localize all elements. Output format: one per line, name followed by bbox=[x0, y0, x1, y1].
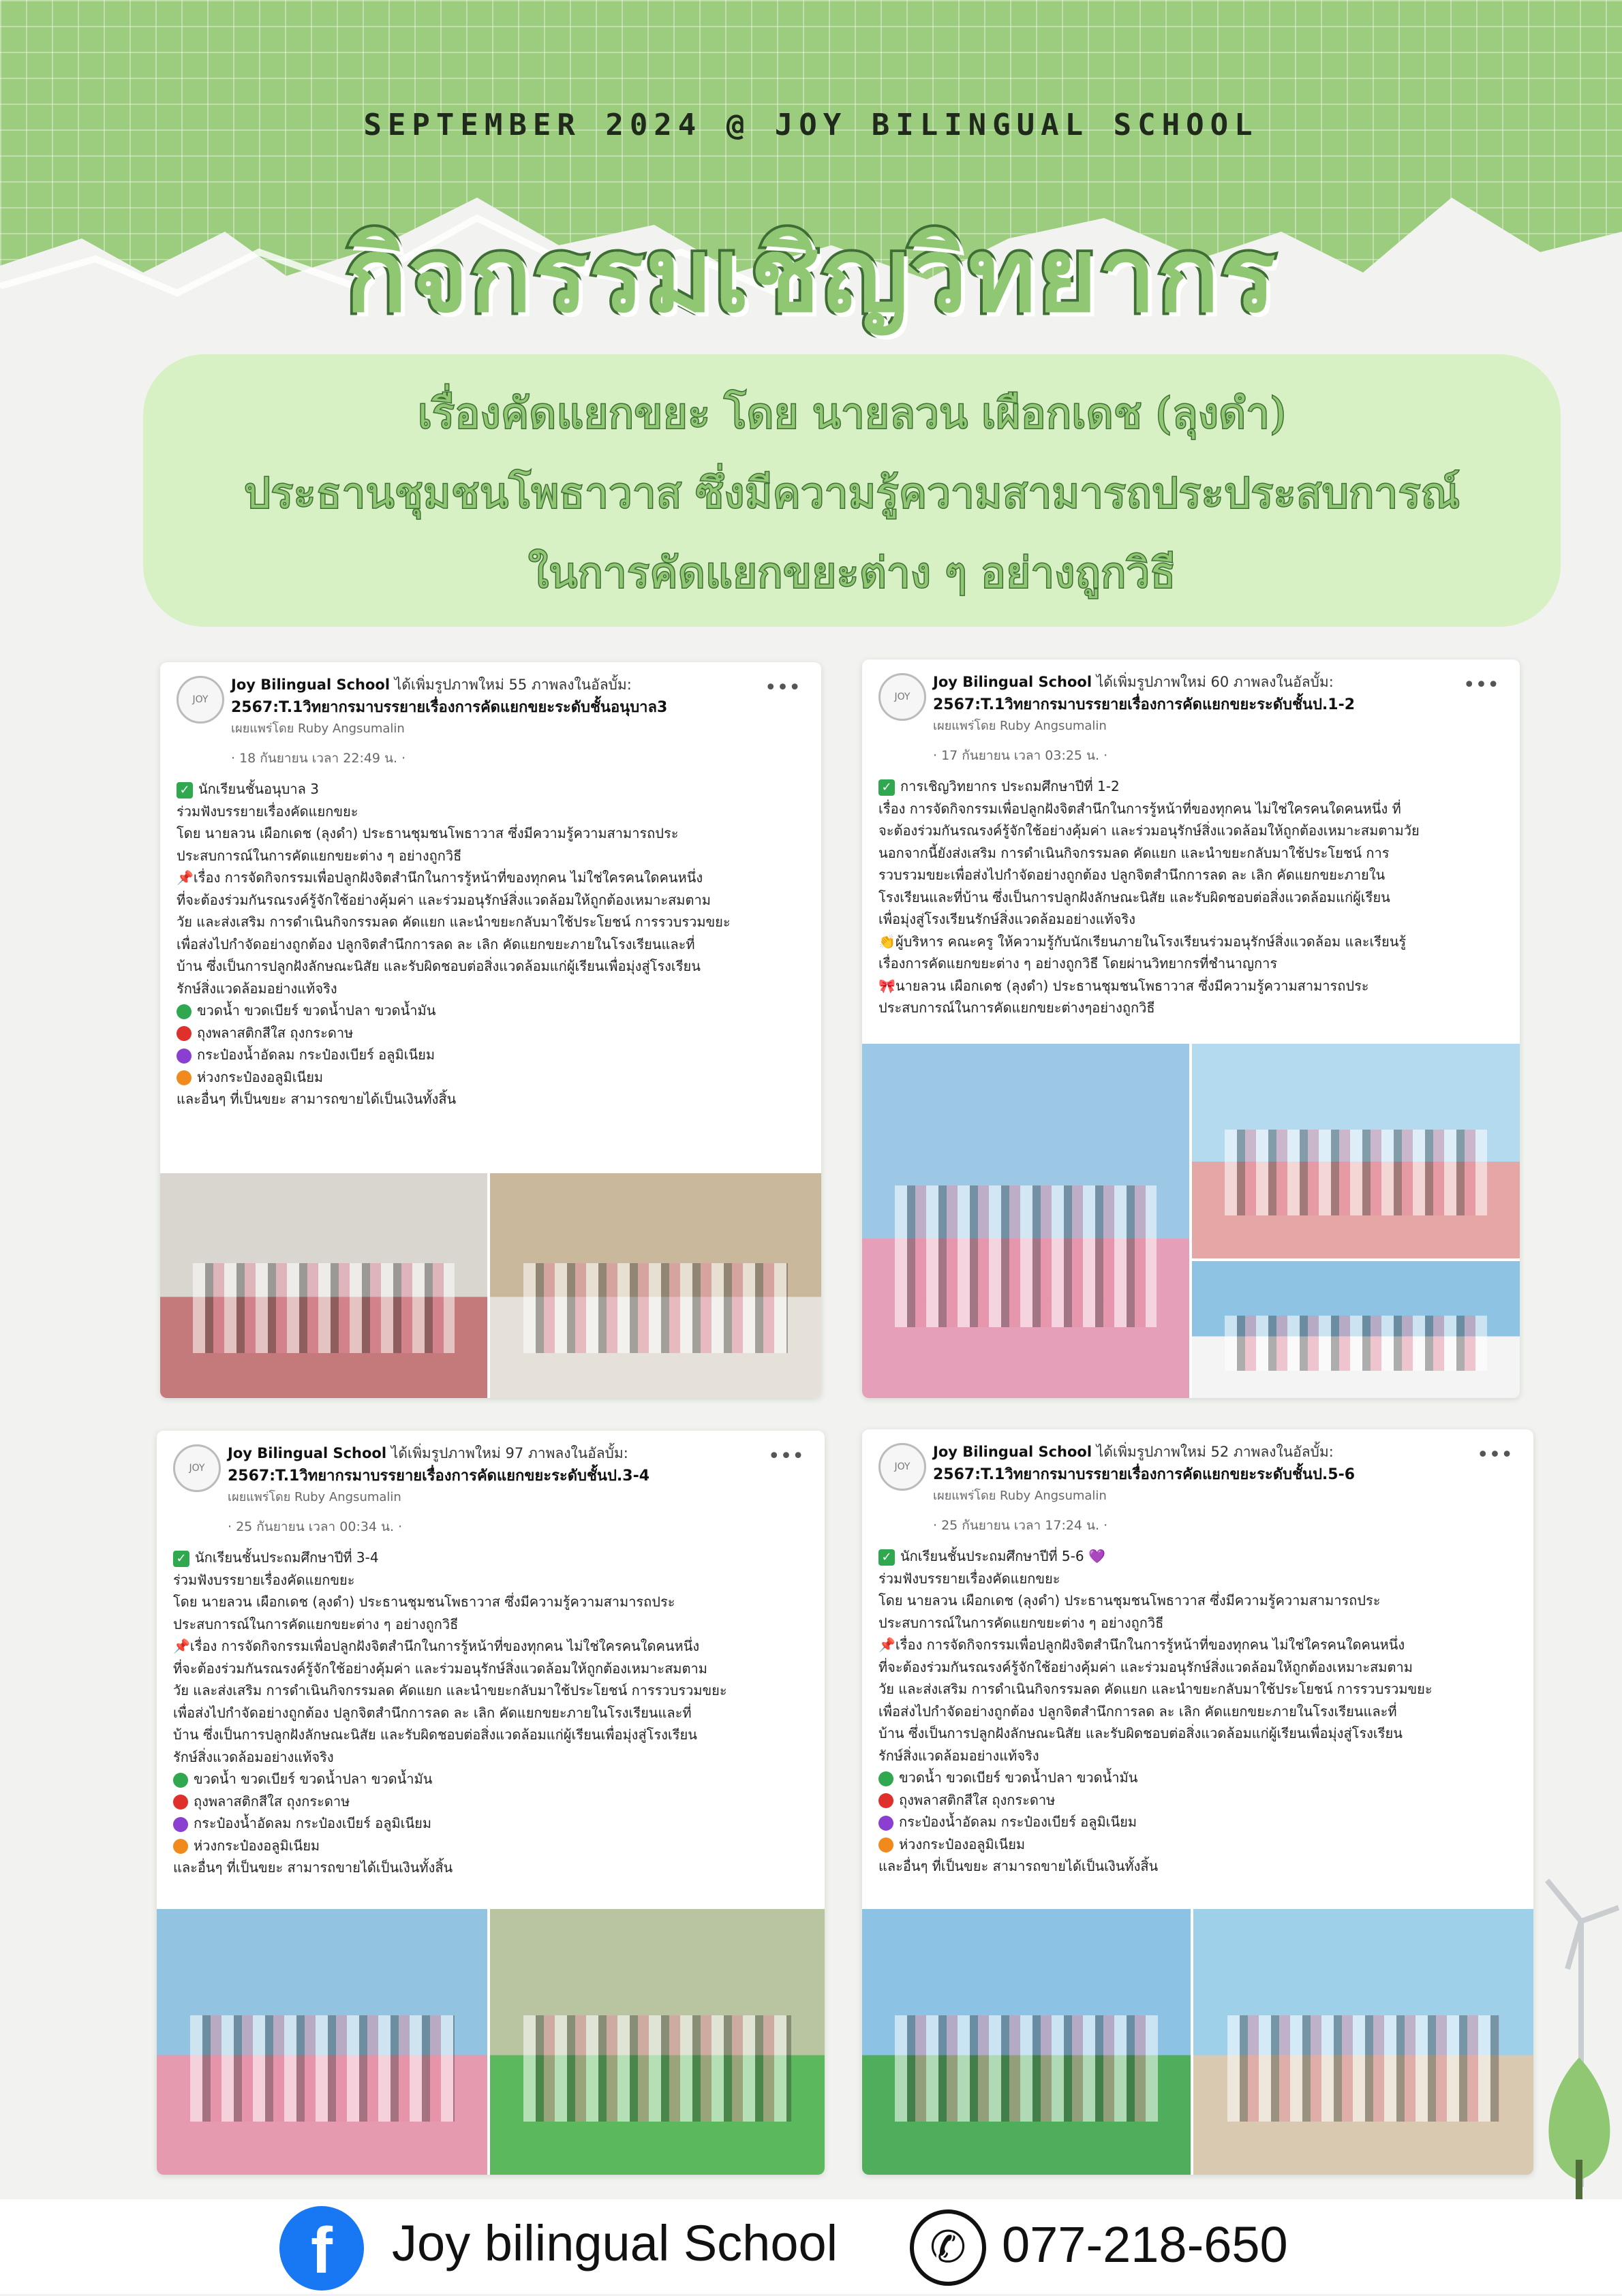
color-dot-icon bbox=[173, 1817, 188, 1832]
post-text-line-content: นักเรียนชั้นอนุบาล 3 bbox=[198, 781, 319, 797]
recyclable-item bbox=[173, 1812, 808, 1835]
album-name-link[interactable]: 2567:T.1วิทยากรมาบรรยายเรื่องการคัดแยกขยะระดับชั้นป.1-2 bbox=[933, 696, 1356, 713]
page-name-link[interactable]: Joy Bilingual School bbox=[231, 677, 391, 693]
post-text-line bbox=[173, 1679, 808, 1702]
recyclable-item-label: ถุงพลาสติกสีใส ถุงกระดาษ bbox=[194, 1793, 350, 1810]
subtitle-line-1: เรื่องคัดแยกขยะ โดย นายลวน เผือกเดช (ลุงดำ) bbox=[417, 388, 1287, 438]
post-author-line bbox=[228, 1443, 773, 1463]
album-photo[interactable] bbox=[862, 1909, 1191, 2175]
color-dot-icon bbox=[878, 1793, 893, 1808]
phone-icon: ✆ bbox=[910, 2209, 986, 2286]
published-by: เผยแพร่โดย Ruby Angsumalin bbox=[933, 1489, 1107, 1503]
more-options-icon[interactable]: ••• bbox=[764, 676, 801, 700]
post-text-line-content: เรื่อง การจัดกิจกรรมเพื่อปลูกฝังจิตสำนึกในการรู้หน้าที่ของทุกคน ไม่ใช่ใครคนใดคนหนึ่ง ที่ bbox=[878, 800, 1401, 817]
post-text-line bbox=[878, 775, 1503, 798]
post-text-line-content: ที่จะต้องร่วมกันรณรงค์รู้จักใช้อย่างคุ้มค่า และร่วมอนุรักษ์สิ่งแวดล้อมให้ถูกต้องเหมาะสมตาม bbox=[177, 891, 711, 908]
post-text-line bbox=[878, 1701, 1517, 1723]
subtitle-box bbox=[143, 354, 1561, 627]
post-text-line bbox=[173, 1635, 808, 1658]
album-photo[interactable] bbox=[160, 1173, 487, 1398]
post-text-line bbox=[878, 908, 1503, 931]
post-text-line bbox=[173, 1702, 808, 1724]
post-text-line-content: วัย และส่งเสริม การดำเนินกิจกรรมลด คัดแยก และนำขยะกลับมาใช้ประโยชน์ การรวบรวมขยะ bbox=[878, 1681, 1433, 1697]
post-text-line bbox=[177, 778, 805, 801]
album-photo[interactable] bbox=[862, 1044, 1189, 1398]
post-text-line bbox=[878, 1678, 1517, 1701]
post-text-line-content: วัย และส่งเสริม การดำเนินกิจกรรมลด คัดแยก และนำขยะกลับมาใช้ประโยชน์ การรวบรวมขยะ bbox=[177, 914, 731, 930]
post-text bbox=[160, 778, 821, 1111]
post-date[interactable]: · 17 กันยายน เวลา 03:25 น. · bbox=[933, 748, 1108, 763]
post-text-line-content: รักษ์สิ่งแวดล้อมอย่างแท้จริง bbox=[177, 980, 337, 997]
post-header bbox=[862, 1429, 1533, 1545]
post-text-line-content: เพื่อส่งไปกำจัดอย่างถูกต้อง ปลูกจิตสำนึกการลด ละ เลิก คัดแยกขยะภายในโรงเรียนและที่ bbox=[173, 1704, 692, 1721]
post-text-tail: และอื่นๆ ที่เป็นขยะ สามารถขายได้เป็นเงินทั้งสิ้น bbox=[177, 1091, 457, 1107]
recyclable-item bbox=[173, 1835, 808, 1857]
post-author-line bbox=[933, 672, 1478, 692]
post-text-line bbox=[173, 1591, 808, 1613]
recyclable-item-label: ห่วงกระป๋องอลูมิเนียม bbox=[194, 1837, 320, 1854]
recyclable-item-label: ถุงพลาสติกสีใส ถุงกระดาษ bbox=[197, 1024, 354, 1041]
post-text-line bbox=[878, 1745, 1517, 1767]
post-text-line-content: วัย และส่งเสริม การดำเนินกิจกรรมลด คัดแยก และนำขยะกลับมาใช้ประโยชน์ การรวบรวมขยะ bbox=[173, 1682, 727, 1698]
color-dot-icon bbox=[878, 1771, 893, 1786]
post-text-tail: และอื่นๆ ที่เป็นขยะ สามารถขายได้เป็นเงินทั้งสิ้น bbox=[878, 1858, 1159, 1874]
facebook-post-grade-3-4 bbox=[157, 1431, 825, 2175]
published-by: เผยแพร่โดย Ruby Angsumalin bbox=[933, 719, 1107, 733]
color-dot-icon bbox=[177, 1004, 192, 1019]
post-text-line-content: ประสบการณ์ในการคัดแยกขยะต่าง ๆ อย่างถูกวิธี bbox=[878, 1614, 1164, 1631]
facebook-icon[interactable]: f bbox=[279, 2206, 364, 2291]
recyclable-item bbox=[177, 1022, 805, 1044]
post-text-line-content: โดย นายลวน เผือกเดช (ลุงดำ) ประธานชุมชนโพธาวาส ซึ่งมีความรู้ความสามารถประ bbox=[177, 825, 679, 841]
post-date[interactable]: · 25 กันยายน เวลา 00:34 น. · bbox=[228, 1519, 403, 1534]
published-by: เผยแพร่โดย Ruby Angsumalin bbox=[231, 722, 405, 736]
color-dot-icon bbox=[177, 1049, 192, 1064]
post-text-line bbox=[878, 886, 1503, 909]
recyclable-item bbox=[177, 1044, 805, 1066]
photo-grid bbox=[862, 1909, 1533, 2175]
post-text-line bbox=[177, 867, 805, 889]
recyclable-item-label: ขวดน้ำ ขวดเบียร์ ขวดน้ำปลา ขวดน้ำมัน bbox=[194, 1771, 433, 1787]
post-text-line-content: จะต้องร่วมกันรณรงค์รู้จักใช้อย่างคุ้มค่า และร่วมอนุรักษ์สิ่งแวดล้อมให้ถูกต้องเหมาะสมตามวัย bbox=[878, 822, 1420, 839]
album-photo[interactable] bbox=[1193, 1909, 1533, 2175]
post-action: ได้เพิ่มรูปภาพใหม่ 60 ภาพลงในอัลบั้ม: bbox=[1092, 674, 1334, 690]
post-header bbox=[157, 1431, 825, 1547]
post-text-line bbox=[878, 1568, 1517, 1590]
post-author-line bbox=[933, 1442, 1478, 1462]
recyclable-item bbox=[878, 1767, 1517, 1789]
post-text-line-content: บ้าน ซึ่งเป็นการปลูกฝังลักษณะนิสัย และรับผิดชอบต่อสิ่งแวดล้อมแก่ผู้เรียนเพื่อมุ่งสู่โรงเรียน bbox=[173, 1726, 697, 1743]
post-text-line bbox=[878, 997, 1503, 1019]
post-text-line-content: โดย นายลวน เผือกเดช (ลุงดำ) ประธานชุมชนโพธาวาส ซึ่งมีความรู้ความสามารถประ bbox=[878, 1592, 1381, 1609]
page-name-link[interactable]: Joy Bilingual School bbox=[933, 1444, 1092, 1460]
subtitle-line-3: ในการคัดแยกขยะต่าง ๆ อย่างถูกวิธี bbox=[527, 548, 1176, 598]
checkmark-icon: ✓ bbox=[878, 779, 895, 796]
album-photo[interactable] bbox=[1192, 1261, 1520, 1398]
color-dot-icon bbox=[878, 1816, 893, 1831]
school-logo-icon[interactable]: JOY bbox=[177, 676, 224, 724]
recyclable-item-label: ขวดน้ำ ขวดเบียร์ ขวดน้ำปลา ขวดน้ำมัน bbox=[899, 1769, 1138, 1786]
post-header bbox=[160, 662, 821, 778]
checkmark-icon: ✓ bbox=[177, 782, 193, 798]
more-options-icon[interactable]: ••• bbox=[1476, 1443, 1513, 1467]
post-text-line-content: ประสบการณ์ในการคัดแยกขยะต่างๆอย่างถูกวิธี bbox=[878, 999, 1155, 1016]
photo-grid bbox=[157, 1909, 825, 2175]
post-text-line-content: ที่จะต้องร่วมกันรณรงค์รู้จักใช้อย่างคุ้มค่า และร่วมอนุรักษ์สิ่งแวดล้อมให้ถูกต้องเหมาะสมตาม bbox=[173, 1660, 707, 1677]
photo-grid bbox=[862, 1044, 1520, 1398]
post-date[interactable]: · 25 กันยายน เวลา 17:24 น. · bbox=[933, 1518, 1108, 1533]
post-text-line bbox=[878, 1612, 1517, 1634]
album-photo[interactable] bbox=[490, 1909, 825, 2175]
post-text-line bbox=[173, 1724, 808, 1746]
album-photo[interactable] bbox=[157, 1909, 487, 2175]
post-text-line bbox=[173, 1746, 808, 1769]
post-text-line bbox=[878, 975, 1503, 997]
post-date[interactable]: · 18 กันยายน เวลา 22:49 น. · bbox=[231, 751, 406, 766]
date-school-header: SEPTEMBER 2024 @ JOY BILINGUAL SCHOOL bbox=[363, 108, 1259, 142]
color-dot-icon bbox=[177, 1070, 192, 1085]
phone-number[interactable]: 077-218-650 bbox=[1002, 2216, 1288, 2273]
post-text-line bbox=[878, 1656, 1517, 1679]
recyclable-item bbox=[177, 1066, 805, 1089]
photo-grid bbox=[160, 1173, 821, 1398]
post-text-line bbox=[878, 1589, 1517, 1612]
post-text-line bbox=[173, 1547, 808, 1569]
post-text-line bbox=[878, 1545, 1517, 1568]
post-text-line bbox=[878, 820, 1503, 842]
post-text-line-content: รักษ์สิ่งแวดล้อมอย่างแท้จริง bbox=[173, 1748, 334, 1765]
album-photo[interactable] bbox=[490, 1173, 821, 1398]
post-text-line-content: ประสบการณ์ในการคัดแยกขยะต่าง ๆ อย่างถูกวิธี bbox=[177, 847, 462, 864]
post-text-line-content: เพื่อมุ่งสู่โรงเรียนรักษ์สิ่งแวดล้อมอย่างแท้จริง bbox=[878, 911, 1136, 927]
facebook-post-grade-1-2 bbox=[862, 660, 1520, 1398]
post-text-line-content: บ้าน ซึ่งเป็นการปลูกฝังลักษณะนิสัย และรับผิดชอบต่อสิ่งแวดล้อมแก่ผู้เรียนเพื่อมุ่งสู่โรงเรียน bbox=[177, 958, 701, 974]
post-text-line-content: 📌เรื่อง การจัดกิจกรรมเพื่อปลูกฝังจิตสำนึกในการรู้หน้าที่ของทุกคน ไม่ใช่ใครคนใดคนหนึ่ง bbox=[173, 1638, 700, 1654]
post-text-line bbox=[878, 842, 1503, 865]
post-text-line bbox=[878, 1722, 1517, 1745]
recyclable-item-label: ห่วงกระป๋องอลูมิเนียม bbox=[899, 1835, 1026, 1852]
post-text-line-content: รักษ์สิ่งแวดล้อมอย่างแท้จริง bbox=[878, 1747, 1039, 1764]
recyclable-item-label: กระป๋องน้ำอัดลม กระป๋องเบียร์ อลูมิเนียม bbox=[194, 1815, 432, 1831]
post-author-line bbox=[231, 674, 776, 695]
more-options-icon[interactable]: ••• bbox=[1463, 673, 1499, 697]
recyclable-item bbox=[878, 1789, 1517, 1812]
post-text-line-content: ร่วมฟังบรรยายเรื่องคัดแยกขยะ bbox=[177, 803, 358, 820]
post-text-line bbox=[177, 911, 805, 933]
album-name-link[interactable]: 2567:T.1วิทยากรมาบรรยายเรื่องการคัดแยกขยะระดับชั้นป.3-4 bbox=[228, 1468, 650, 1485]
recyclable-item bbox=[878, 1811, 1517, 1833]
post-text-line-content: โดย นายลวน เผือกเดช (ลุงดำ) ประธานชุมชนโพธาวาส ซึ่งมีความรู้ความสามารถประ bbox=[173, 1594, 675, 1610]
post-text-line-content: นักเรียนชั้นประถมศึกษาปีที่ 3-4 bbox=[195, 1549, 379, 1566]
recyclable-item bbox=[878, 1833, 1517, 1856]
post-action: ได้เพิ่มรูปภาพใหม่ 55 ภาพลงในอัลบั้ม: bbox=[390, 677, 632, 693]
tree-decoration bbox=[1537, 2058, 1622, 2201]
post-text bbox=[862, 1545, 1533, 1878]
post-text-line bbox=[173, 1613, 808, 1636]
post-text-line-content: 📌เรื่อง การจัดกิจกรรมเพื่อปลูกฝังจิตสำนึกในการรู้หน้าที่ของทุกคน ไม่ใช่ใครคนใดคนหนึ่ง bbox=[177, 869, 703, 886]
post-text-line bbox=[173, 1569, 808, 1592]
recyclable-item-label: ห่วงกระป๋องอลูมิเนียม bbox=[197, 1068, 324, 1085]
post-text-line bbox=[177, 889, 805, 912]
post-action: ได้เพิ่มรูปภาพใหม่ 52 ภาพลงในอัลบั้ม: bbox=[1092, 1444, 1334, 1460]
post-text-line bbox=[173, 1658, 808, 1680]
color-dot-icon bbox=[173, 1773, 188, 1788]
post-text-line-content: ประสบการณ์ในการคัดแยกขยะต่าง ๆ อย่างถูกวิธี bbox=[173, 1615, 459, 1632]
post-action: ได้เพิ่มรูปภาพใหม่ 97 ภาพลงในอัลบั้ม: bbox=[386, 1445, 628, 1461]
post-text-line bbox=[878, 864, 1503, 886]
recyclable-item bbox=[177, 999, 805, 1022]
facebook-post-grade-5-6 bbox=[862, 1429, 1533, 2175]
post-text-line-content: 👏ผู้บริหาร คณะครู ให้ความรู้กับนักเรียนภายในโรงเรียนร่วมอนุรักษ์สิ่งแวดล้อม และเรียนรู้ bbox=[878, 933, 1407, 950]
post-text-line-content: 📌เรื่อง การจัดกิจกรรมเพื่อปลูกฝังจิตสำนึกในการรู้หน้าที่ของทุกคน ไม่ใช่ใครคนใดคนหนึ่ง bbox=[878, 1636, 1405, 1653]
post-text-line bbox=[177, 822, 805, 845]
post-text-line-content: โรงเรียนและที่บ้าน ซึ่งเป็นการปลูกฝังลักษณะนิสัย และรับผิดชอบต่อสิ่งแวดล้อมแก่ผู้เรียน bbox=[878, 888, 1390, 905]
more-options-icon[interactable]: ••• bbox=[767, 1444, 804, 1468]
album-name-link[interactable]: 2567:T.1วิทยากรมาบรรยายเรื่องการคัดแยกขยะระดับชั้นป.5-6 bbox=[933, 1466, 1356, 1483]
post-text-line-content: บ้าน ซึ่งเป็นการปลูกฝังลักษณะนิสัย และรับผิดชอบต่อสิ่งแวดล้อมแก่ผู้เรียนเพื่อมุ่งสู่โรงเรียน bbox=[878, 1725, 1403, 1741]
recyclable-item bbox=[173, 1768, 808, 1790]
post-text-line bbox=[878, 798, 1503, 820]
post-text-line-content: นักเรียนชั้นประถมศึกษาปีที่ 5-6 💜 bbox=[900, 1548, 1105, 1564]
published-by: เผยแพร่โดย Ruby Angsumalin bbox=[228, 1490, 401, 1504]
post-text-line bbox=[177, 933, 805, 956]
post-text bbox=[862, 775, 1520, 1019]
subtitle-line-2: ประธานชุมชนโพธาวาส ซึ่งมีความรู้ความสามารถประประสบการณ์ bbox=[243, 468, 1460, 518]
recyclable-item-label: ถุงพลาสติกสีใส ถุงกระดาษ bbox=[899, 1791, 1056, 1808]
post-text-line bbox=[177, 978, 805, 1000]
post-text-line bbox=[177, 955, 805, 978]
recyclable-item-label: กระป๋องน้ำอัดลม กระป๋องเบียร์ อลูมิเนียม bbox=[899, 1814, 1137, 1830]
post-text-line-content: 🎀นายลวน เผือกเดช (ลุงดำ) ประธานชุมชนโพธาวาส ซึ่งมีความรู้ความสามารถประ bbox=[878, 977, 1369, 994]
post-text-line-content: รวบรวมขยะเพื่อส่งไปกำจัดอย่างถูกต้อง ปลูกจิตสำนึกการลด ละ เลิก คัดแยกขยะภายใน bbox=[878, 867, 1386, 883]
recyclable-item-label: กระป๋องน้ำอัดลม กระป๋องเบียร์ อลูมิเนียม bbox=[197, 1046, 435, 1063]
post-text bbox=[157, 1547, 825, 1879]
post-text-line bbox=[878, 1634, 1517, 1656]
post-text-tail: และอื่นๆ ที่เป็นขยะ สามารถขายได้เป็นเงินทั้งสิ้น bbox=[173, 1859, 453, 1876]
post-text-line-content: นอกจากนี้ยังส่งเสริม การดำเนินกิจกรรมลด คัดแยก และนำขยะกลับมาใช้ประโยชน์ การ bbox=[878, 844, 1390, 861]
color-dot-icon bbox=[173, 1839, 188, 1854]
post-text-line bbox=[878, 952, 1503, 975]
school-logo-icon[interactable]: JOY bbox=[173, 1444, 221, 1492]
color-dot-icon bbox=[177, 1026, 192, 1041]
checkmark-icon: ✓ bbox=[173, 1551, 189, 1567]
post-header bbox=[862, 660, 1520, 775]
color-dot-icon bbox=[173, 1795, 188, 1810]
post-text-line bbox=[177, 801, 805, 823]
checkmark-icon: ✓ bbox=[878, 1549, 895, 1566]
page-name-link[interactable]: Joy Bilingual School bbox=[933, 674, 1092, 690]
school-logo-icon[interactable]: JOY bbox=[878, 673, 926, 721]
post-text-line-content: เพื่อส่งไปกำจัดอย่างถูกต้อง ปลูกจิตสำนึกการลด ละ เลิก คัดแยกขยะภายในโรงเรียนและที่ bbox=[177, 935, 695, 952]
album-photo[interactable] bbox=[1192, 1044, 1520, 1258]
post-text-line bbox=[177, 845, 805, 867]
recyclable-item-label: ขวดน้ำ ขวดเบียร์ ขวดน้ำปลา ขวดน้ำมัน bbox=[197, 1002, 436, 1019]
recyclable-item bbox=[173, 1790, 808, 1813]
facebook-post-kindergarten bbox=[160, 662, 821, 1398]
post-text-line bbox=[878, 931, 1503, 953]
post-text-line-content: เพื่อส่งไปกำจัดอย่างถูกต้อง ปลูกจิตสำนึกการลด ละ เลิก คัดแยกขยะภายในโรงเรียนและที่ bbox=[878, 1703, 1397, 1720]
post-text-line-content: ที่จะต้องร่วมกันรณรงค์รู้จักใช้อย่างคุ้มค่า และร่วมอนุรักษ์สิ่งแวดล้อมให้ถูกต้องเหมาะสมตาม bbox=[878, 1658, 1413, 1675]
page-title: กิจกรรมเชิญวิทยากร bbox=[345, 215, 1277, 335]
post-text-line-content: ร่วมฟังบรรยายเรื่องคัดแยกขยะ bbox=[173, 1571, 355, 1588]
post-text-line-content: ร่วมฟังบรรยายเรื่องคัดแยกขยะ bbox=[878, 1570, 1060, 1587]
page-name-link[interactable]: Joy Bilingual School bbox=[228, 1445, 387, 1461]
post-text-line-content: เรื่องการคัดแยกขยะต่าง ๆ อย่างถูกวิธี โดยผ่านวิทยากรที่ชำนาญการ bbox=[878, 955, 1278, 972]
color-dot-icon bbox=[878, 1837, 893, 1852]
album-name-link[interactable]: 2567:T.1วิทยากรมาบรรยายเรื่องการคัดแยกขยะระดับชั้นอนุบาล3 bbox=[231, 699, 668, 716]
facebook-page-name[interactable]: Joy bilingual School bbox=[392, 2215, 838, 2271]
school-logo-icon[interactable]: JOY bbox=[878, 1443, 926, 1491]
post-text-line-content: การเชิญวิทยากร ประถมศึกษาปีที่ 1-2 bbox=[900, 778, 1120, 794]
